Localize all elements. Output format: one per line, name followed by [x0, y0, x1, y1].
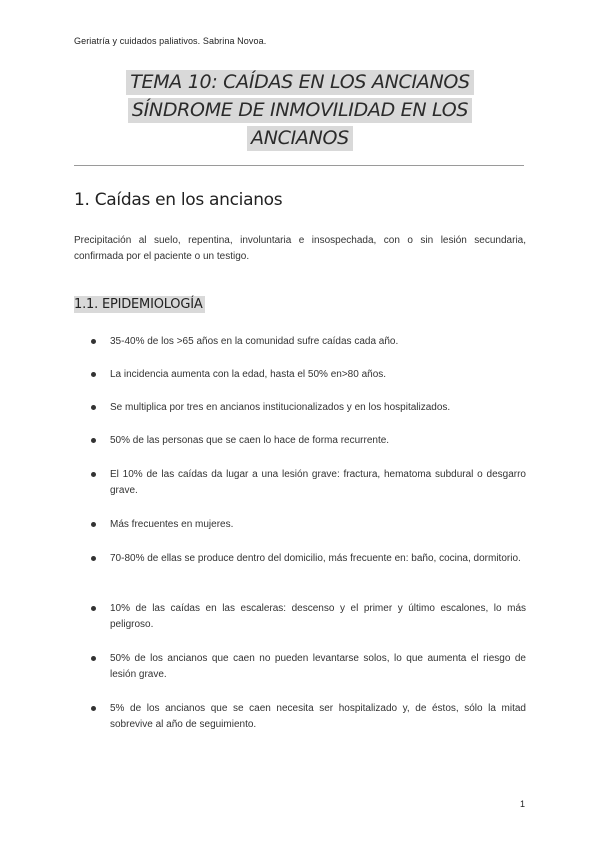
- bullet-icon: [91, 556, 96, 561]
- bullet-icon: [91, 522, 96, 527]
- bullet-icon: [91, 472, 96, 477]
- title-line-2: SÍNDROME DE INMOVILIDAD EN LOS: [128, 98, 472, 123]
- bullet-icon: [91, 405, 96, 410]
- list-item-text: Más frecuentes en mujeres.: [110, 519, 234, 530]
- bullet-icon: [91, 372, 96, 377]
- page-number: 1: [520, 799, 526, 809]
- list-item-text: 5% de los ancianos que se caen necesita ser hospitalizado y, de éstos, sólo la mitad sobrevive al año de seguimiento.: [110, 703, 526, 730]
- list-item-text: 35-40% de los >65 años en la comunidad sufre caídas cada año.: [110, 336, 399, 347]
- title-divider: [74, 165, 524, 166]
- bullet-icon: [91, 656, 96, 661]
- running-header: Geriatría y cuidados paliativos. Sabrina Novoa.: [74, 36, 267, 46]
- list-item-text: 50% de las personas que se caen lo hace de forma recurrente.: [110, 435, 390, 446]
- title-line-3: ANCIANOS: [247, 126, 353, 151]
- section-intro: Precipitación al suelo, repentina, involuntaria e insospechada, con o sin lesión secundaria, confirmada por el paciente o un testigo.: [74, 235, 526, 262]
- list-item-text: La incidencia aumenta con la edad, hasta el 50% en>80 años.: [110, 369, 387, 380]
- title-line-1: TEMA 10: CAÍDAS EN LOS ANCIANOS: [126, 70, 474, 95]
- bullet-icon: [91, 606, 96, 611]
- list-item-text: 10% de las caídas en las escaleras: descenso y el primer y último escalones, lo más peligroso.: [110, 603, 526, 630]
- bullet-icon: [91, 339, 96, 344]
- list-item-text: El 10% de las caídas da lugar a una lesión grave: fractura, hematoma subdural o desgarro grave.: [110, 469, 526, 496]
- subsection-heading: 1.1. EPIDEMIOLOGÍA: [74, 297, 203, 312]
- list-item-text: 50% de los ancianos que caen no pueden levantarse solos, lo que aumenta el riesgo de lesión grave.: [110, 653, 526, 680]
- bullet-icon: [91, 438, 96, 443]
- bullet-icon: [91, 706, 96, 711]
- list-item-text: 70-80% de ellas se produce dentro del domicilio, más frecuente en: baño, cocina, dormitorio.: [110, 553, 521, 564]
- list-item-text: Se multiplica por tres en ancianos institucionalizados y en los hospitalizados.: [110, 402, 451, 413]
- document-title: [74, 70, 526, 154]
- section-heading: 1. Caídas en los ancianos: [74, 190, 283, 210]
